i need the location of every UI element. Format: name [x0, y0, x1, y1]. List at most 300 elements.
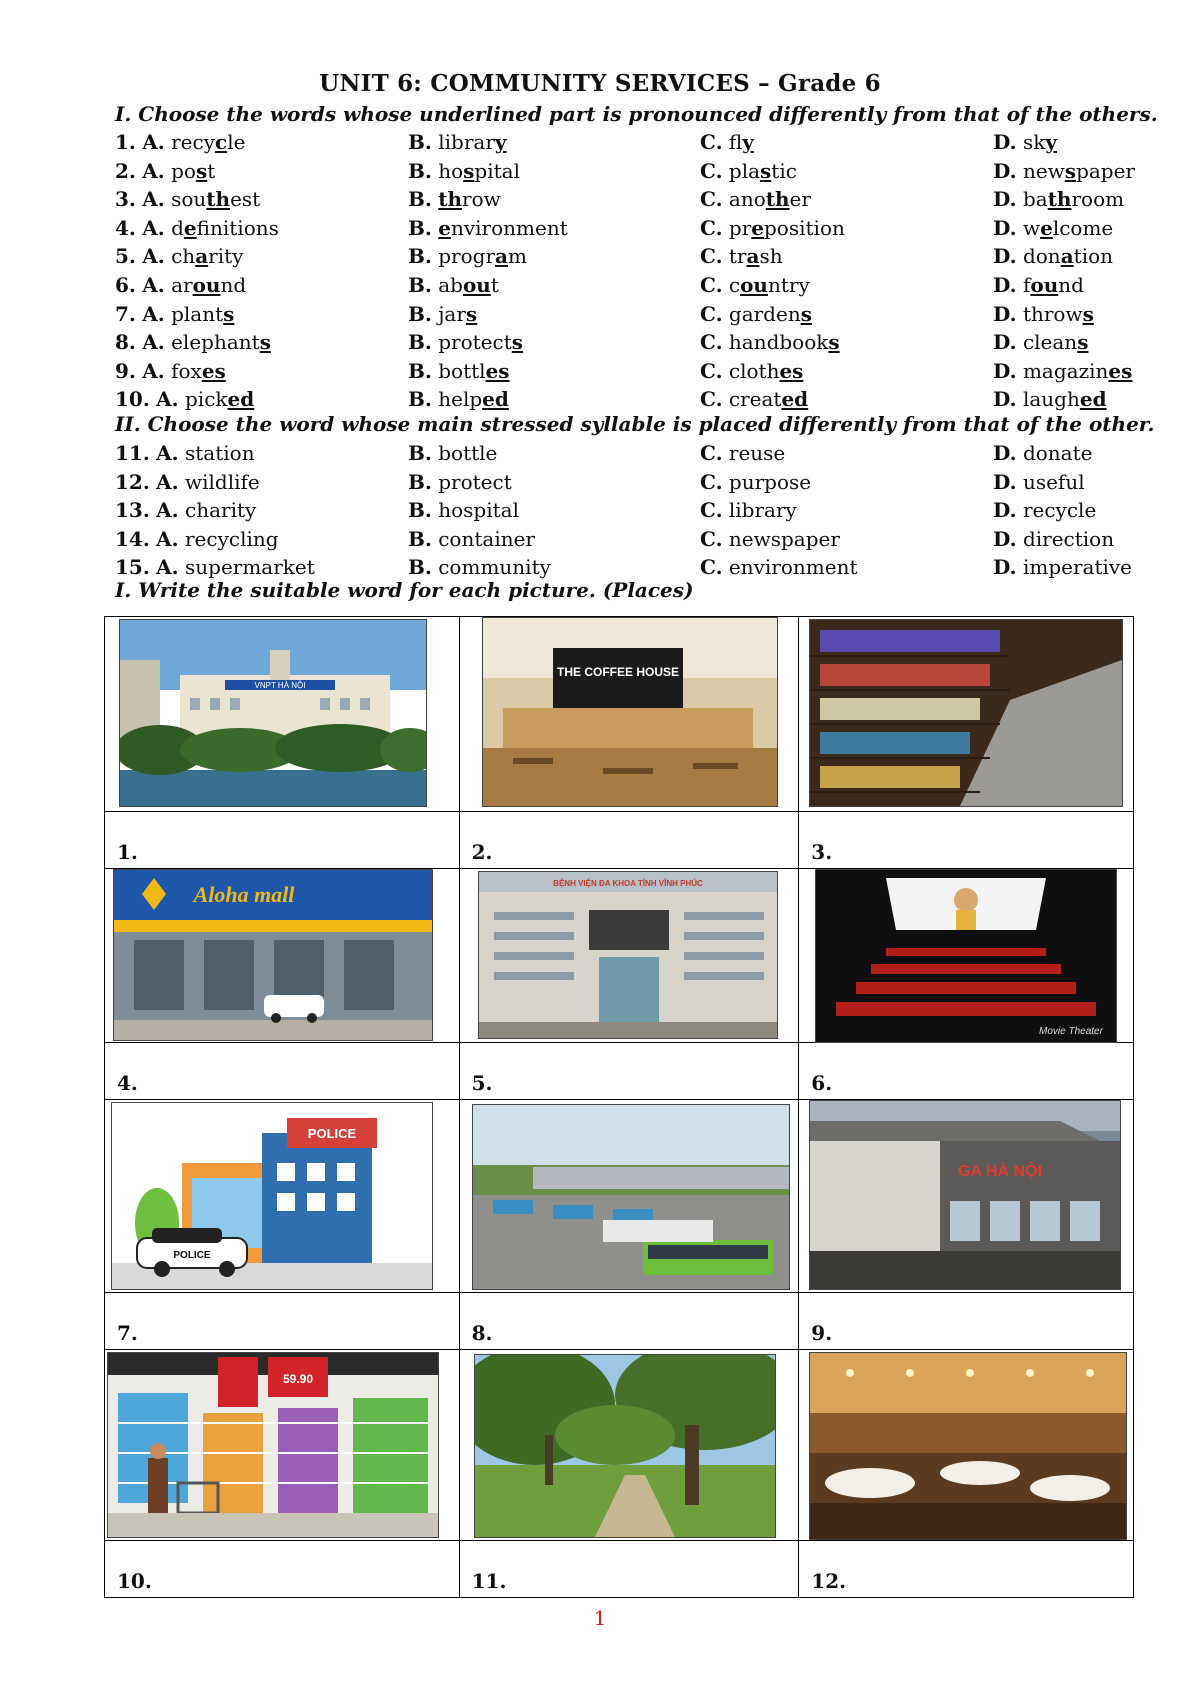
option-letter: C. — [700, 158, 723, 183]
option-word: recycling — [185, 526, 279, 551]
option-letter: A. — [142, 215, 165, 240]
option-letter: B. — [408, 244, 432, 269]
word-part: fl — [728, 130, 743, 154]
pronunciation-question-row — [0, 302, 1200, 330]
word-part: laugh — [1022, 387, 1080, 412]
word-part: pick — [185, 387, 228, 412]
option-letter: C. — [700, 358, 723, 383]
option-b[interactable] — [408, 330, 523, 354]
word-part: ba — [1022, 187, 1048, 212]
option-a[interactable] — [115, 470, 260, 494]
shopping-mall-picture — [113, 869, 433, 1041]
option-c[interactable] — [700, 302, 812, 326]
picture-cell-7 — [105, 1100, 460, 1293]
word-part: t — [490, 273, 499, 297]
option-d[interactable] — [993, 470, 1085, 494]
option-letter: C. — [700, 187, 723, 212]
picture-cell-9 — [799, 1100, 1134, 1293]
police-station-picture — [111, 1102, 433, 1290]
word-part: throw — [1022, 301, 1083, 326]
word-part: pla — [728, 158, 761, 183]
option-word: purpose — [728, 469, 812, 494]
word-part: tr — [728, 244, 747, 269]
page-title: UNIT 6: COMMUNITY SERVICES – Grade 6 — [319, 70, 881, 97]
option-word: station — [185, 441, 255, 465]
option-letter: A. — [142, 358, 165, 383]
word-part: ho — [438, 158, 464, 183]
option-letter: A. — [156, 555, 179, 580]
option-letter: D. — [993, 358, 1017, 383]
mall-sign-text: Aloha mall — [193, 882, 295, 907]
option-d[interactable] — [993, 498, 1096, 522]
option-c[interactable] — [700, 187, 811, 211]
option-a[interactable] — [115, 441, 255, 465]
word-part: plant — [171, 301, 224, 326]
option-word: community — [438, 555, 551, 580]
word-part: po — [171, 158, 196, 183]
option-a[interactable] — [115, 244, 243, 268]
option-letter: D. — [993, 469, 1017, 494]
option-d[interactable] — [993, 216, 1113, 240]
word-part: jar — [438, 301, 466, 326]
underlined-part: e — [1040, 215, 1053, 240]
option-d[interactable] — [993, 441, 1092, 465]
option-d[interactable] — [993, 359, 1132, 383]
picture-label-cell-1 — [105, 812, 460, 869]
question-number: 4. — [115, 215, 136, 240]
picture-label-cell-11 — [459, 1541, 799, 1598]
underlined-part: s — [800, 301, 812, 326]
option-letter: B. — [408, 130, 432, 154]
option-b[interactable] — [408, 527, 535, 551]
picture-label-cell-12 — [799, 1541, 1134, 1598]
pronunciation-question-row — [0, 187, 1200, 215]
option-c[interactable] — [700, 244, 783, 268]
option-word: reuse — [728, 441, 786, 465]
word-part: ano — [728, 187, 766, 212]
option-c[interactable] — [700, 216, 845, 240]
word-part: tic — [771, 158, 797, 183]
underlined-part: s — [259, 330, 271, 355]
picture-number-7: 7. — [117, 1321, 138, 1345]
word-part: nvironment — [450, 215, 568, 240]
word-part: ab — [438, 273, 463, 297]
option-letter: C. — [700, 441, 723, 465]
word-part: new — [1022, 158, 1065, 183]
picture-number-10: 10. — [117, 1569, 152, 1593]
option-d[interactable] — [993, 302, 1094, 326]
picture-number-11: 11. — [471, 1569, 507, 1593]
option-d[interactable] — [993, 555, 1132, 579]
word-part: le — [227, 130, 246, 154]
option-letter: D. — [993, 555, 1017, 580]
option-c[interactable] — [700, 470, 811, 494]
picture-number-5: 5. — [471, 1071, 493, 1095]
option-a[interactable] — [115, 498, 256, 522]
option-c[interactable] — [700, 359, 803, 383]
option-a[interactable] — [115, 359, 226, 383]
option-c[interactable] — [700, 330, 840, 354]
stress-question-row — [0, 527, 1200, 555]
park-picture — [474, 1354, 776, 1538]
option-letter: A. — [142, 130, 165, 154]
option-word: recycle — [1022, 498, 1097, 523]
question-number: 7. — [115, 301, 136, 326]
option-letter: C. — [700, 387, 723, 412]
word-part: pr — [728, 215, 752, 240]
picture-label-cell-8 — [459, 1293, 799, 1350]
option-letter: D. — [993, 244, 1017, 269]
option-letter: A. — [156, 387, 179, 412]
bus-station-picture — [472, 1104, 790, 1290]
word-part: d — [171, 215, 184, 240]
section-2-heading: II. Choose the word whose main stressed syllable is placed differently from that of the other. — [115, 412, 1155, 436]
option-letter: C. — [700, 555, 723, 580]
stress-question-row — [0, 441, 1200, 469]
option-letter: C. — [700, 215, 723, 240]
underlined-part: es — [201, 358, 226, 383]
option-b[interactable] — [408, 130, 507, 154]
word-part: ntry — [767, 273, 810, 297]
question-number: 15. — [115, 555, 150, 580]
word-part: paper — [1076, 158, 1135, 183]
word-part: progr — [438, 244, 496, 269]
option-word: charity — [185, 498, 257, 523]
word-part: er — [789, 187, 811, 212]
option-letter: D. — [993, 273, 1017, 297]
word-part: lcome — [1052, 215, 1114, 240]
picture-label-cell-9 — [799, 1293, 1134, 1350]
coffee-sign-text: THE COFFEE HOUSE — [556, 665, 679, 679]
word-part: tion — [1073, 244, 1114, 269]
option-a[interactable] — [115, 387, 254, 411]
post-office-picture — [119, 619, 427, 807]
word-part: nd — [220, 273, 247, 297]
question-number: 9. — [115, 358, 136, 383]
option-c[interactable] — [700, 527, 840, 551]
option-d[interactable] — [993, 387, 1107, 411]
underlined-part: s — [195, 158, 208, 183]
option-b[interactable] — [408, 555, 551, 579]
question-number: 6. — [115, 273, 136, 297]
picture-number-2: 2. — [471, 840, 493, 864]
police-car-text: POLICE — [173, 1250, 211, 1261]
option-letter: B. — [408, 358, 432, 383]
pronunciation-question-row — [0, 244, 1200, 272]
option-b[interactable] — [408, 387, 509, 411]
coffee-shop-picture — [482, 617, 778, 807]
underlined-part: a — [746, 244, 760, 269]
word-part: finitions — [196, 215, 279, 240]
underlined-part: s — [511, 330, 524, 355]
word-part: bottl — [438, 358, 486, 383]
cinema-sign-text: Movie Theater — [1039, 1026, 1104, 1037]
option-word: bottle — [438, 441, 498, 465]
underlined-part: y — [494, 130, 507, 154]
option-word: useful — [1022, 469, 1085, 494]
option-letter: D. — [993, 498, 1017, 523]
option-letter: A. — [156, 469, 179, 494]
underlined-part: s — [223, 301, 235, 326]
word-part: sk — [1022, 130, 1046, 154]
option-letter: B. — [408, 187, 432, 212]
word-part: garden — [728, 301, 801, 326]
train-station-picture — [809, 1100, 1121, 1290]
option-a[interactable] — [115, 527, 279, 551]
question-number: 13. — [115, 498, 150, 523]
option-letter: B. — [408, 469, 432, 494]
option-b[interactable] — [408, 498, 519, 522]
picture-cell-3 — [799, 617, 1134, 812]
post-office-sign-text: VNPT HÀ NỘI — [254, 681, 306, 690]
underlined-part: e — [183, 215, 197, 240]
question-number: 11. — [115, 441, 150, 465]
word-part: cloth — [728, 358, 780, 383]
pronunciation-question-row — [0, 159, 1200, 187]
option-letter: C. — [700, 301, 723, 326]
underlined-part: y — [1045, 130, 1057, 154]
option-a[interactable] — [115, 216, 279, 240]
picture-label-cell-7 — [105, 1293, 460, 1350]
question-number: 14. — [115, 526, 150, 551]
option-b[interactable] — [408, 359, 510, 383]
underlined-part: th — [1047, 187, 1072, 212]
underlined-part: ed — [482, 387, 509, 412]
option-letter: A. — [142, 244, 165, 269]
section-1-heading: I. Choose the words whose underlined part is pronounced differently from that of the others. — [115, 102, 1158, 126]
option-c[interactable] — [700, 441, 785, 465]
pronunciation-question-row — [0, 130, 1200, 158]
picture-label-cell-2 — [459, 812, 799, 869]
option-b[interactable] — [408, 244, 527, 268]
option-a[interactable] — [115, 159, 215, 183]
picture-cell-6 — [799, 869, 1134, 1043]
option-letter: D. — [993, 301, 1017, 326]
stress-question-row — [0, 470, 1200, 498]
picture-number-6: 6. — [811, 1071, 833, 1095]
option-c[interactable] — [700, 130, 754, 154]
pronunciation-question-row — [0, 273, 1200, 301]
option-a[interactable] — [115, 187, 260, 211]
option-b[interactable] — [408, 187, 501, 211]
underlined-part: a — [195, 244, 209, 269]
word-part: help — [438, 387, 483, 412]
option-word: donate — [1022, 441, 1093, 465]
underlined-part: ed — [1079, 387, 1107, 412]
underlined-part: c — [215, 130, 228, 154]
picture-cell-4 — [105, 869, 460, 1043]
option-word: container — [438, 526, 535, 551]
option-d[interactable] — [993, 187, 1124, 211]
word-part: c — [728, 273, 741, 297]
word-part: ar — [171, 273, 193, 297]
picture-cell-2 — [459, 617, 799, 812]
word-part: magazin — [1022, 358, 1109, 383]
word-part: creat — [728, 387, 782, 412]
underlined-part: e — [751, 215, 764, 240]
option-a[interactable] — [115, 273, 246, 297]
option-letter: D. — [993, 330, 1017, 355]
option-d[interactable] — [993, 273, 1084, 297]
option-letter: D. — [993, 187, 1017, 212]
underlined-part: s — [465, 301, 478, 326]
underlined-part: es — [485, 358, 510, 383]
option-letter: B. — [408, 498, 432, 523]
option-letter: D. — [993, 441, 1017, 465]
picture-number-8: 8. — [471, 1321, 493, 1345]
library-picture — [809, 619, 1123, 807]
option-c[interactable] — [700, 273, 810, 297]
picture-number-1: 1. — [117, 840, 138, 864]
underlined-part: es — [1108, 358, 1133, 383]
picture-cell-12 — [799, 1350, 1134, 1541]
option-d[interactable] — [993, 130, 1057, 154]
option-word: hospital — [438, 498, 519, 523]
picture-label-cell-10 — [105, 1541, 460, 1598]
option-d[interactable] — [993, 330, 1088, 354]
picture-number-12: 12. — [811, 1569, 847, 1593]
word-part: pital — [474, 158, 520, 183]
option-letter: C. — [700, 273, 723, 297]
picture-cell-5 — [459, 869, 799, 1043]
option-word: imperative — [1022, 555, 1133, 580]
option-word: wildlife — [185, 469, 260, 494]
word-part: handbook — [728, 330, 829, 355]
word-part: room — [1071, 187, 1125, 212]
option-b[interactable] — [408, 273, 499, 297]
option-c[interactable] — [700, 555, 858, 579]
word-part: row — [462, 187, 501, 212]
option-letter: D. — [993, 526, 1017, 551]
option-word: direction — [1022, 526, 1115, 551]
option-a[interactable] — [115, 555, 315, 579]
option-letter: A. — [156, 441, 179, 465]
option-letter: B. — [408, 301, 432, 326]
word-part: f — [1022, 273, 1031, 297]
hospital-sign-text: BỆNH VIỆN ĐA KHOA TỈNH VĨNH PHÚC — [552, 879, 703, 888]
page-number: 1 — [593, 1606, 607, 1630]
option-a[interactable] — [115, 130, 245, 154]
underlined-part: a — [1060, 244, 1074, 269]
option-letter: B. — [408, 158, 432, 183]
option-b[interactable] — [408, 470, 512, 494]
word-part: fox — [171, 358, 202, 383]
picture-number-4: 4. — [117, 1071, 138, 1095]
stress-question-row — [0, 498, 1200, 526]
word-part: est — [230, 187, 261, 212]
underlined-part: s — [828, 330, 840, 355]
restaurant-picture — [809, 1352, 1127, 1540]
question-number: 1. — [115, 130, 136, 154]
question-number: 8. — [115, 330, 136, 355]
word-part: m — [507, 244, 527, 269]
option-word: protect — [438, 469, 512, 494]
question-number: 12. — [115, 469, 150, 494]
underlined-part: ou — [740, 273, 768, 297]
option-letter: A. — [156, 498, 179, 523]
option-letter: C. — [700, 526, 723, 551]
underlined-part: s — [463, 158, 475, 183]
option-c[interactable] — [700, 498, 797, 522]
picture-cell-8 — [459, 1100, 799, 1293]
option-b[interactable] — [408, 159, 520, 183]
option-a[interactable] — [115, 302, 234, 326]
word-part: librar — [438, 130, 495, 154]
underlined-part: y — [742, 130, 754, 154]
picture-cell-11 — [459, 1350, 799, 1541]
pronunciation-question-row — [0, 359, 1200, 387]
option-word: newspaper — [728, 526, 840, 551]
option-c[interactable] — [700, 159, 797, 183]
underlined-part: s — [1077, 330, 1089, 355]
police-sign-text: POLICE — [307, 1126, 357, 1141]
option-letter: D. — [993, 215, 1017, 240]
word-part: w — [1022, 215, 1041, 240]
option-letter: B. — [408, 441, 432, 465]
option-b[interactable] — [408, 441, 497, 465]
option-letter: C. — [700, 498, 723, 523]
price-sign-text: 59.90 — [282, 1372, 314, 1386]
option-c[interactable] — [700, 387, 808, 411]
option-letter: B. — [408, 555, 432, 580]
option-letter: B. — [408, 273, 432, 297]
question-number: 2. — [115, 158, 136, 183]
option-letter: A. — [142, 330, 165, 355]
option-letter: C. — [700, 469, 723, 494]
word-part: rity — [208, 244, 244, 269]
option-d[interactable] — [993, 159, 1135, 183]
option-letter: B. — [408, 330, 432, 355]
option-letter: D. — [993, 158, 1017, 183]
question-number: 3. — [115, 187, 136, 212]
option-letter: D. — [993, 387, 1017, 412]
supermarket-picture — [107, 1352, 439, 1538]
question-number: 5. — [115, 244, 136, 269]
section-3-heading: I. Write the suitable word for each picture. (Places) — [115, 578, 694, 602]
option-letter: A. — [156, 526, 179, 551]
word-part: elephant — [171, 330, 260, 355]
underlined-part: th — [206, 187, 231, 212]
option-letter: B. — [408, 526, 432, 551]
option-letter: A. — [142, 158, 165, 183]
underlined-part: s — [1082, 301, 1094, 326]
word-part: ch — [171, 244, 196, 269]
underlined-part: s — [760, 158, 772, 183]
option-word: environment — [728, 555, 858, 580]
option-letter: B. — [408, 387, 432, 412]
picture-label-cell-4 — [105, 1043, 460, 1100]
word-part: don — [1022, 244, 1061, 269]
question-number: 10. — [115, 387, 150, 412]
word-part: sou — [171, 187, 207, 212]
underlined-part: ou — [462, 273, 491, 297]
picture-label-cell-3 — [799, 812, 1134, 869]
option-b[interactable] — [408, 302, 477, 326]
underlined-part: ed — [227, 387, 255, 412]
option-d[interactable] — [993, 244, 1113, 268]
option-letter: A. — [142, 273, 165, 297]
pronunciation-question-row — [0, 216, 1200, 244]
word-part: nd — [1058, 273, 1084, 297]
option-letter: A. — [142, 187, 165, 212]
word-part: t — [207, 158, 216, 183]
underlined-part: ou — [1030, 273, 1059, 297]
option-a[interactable] — [115, 330, 271, 354]
option-letter: A. — [142, 301, 165, 326]
option-letter: C. — [700, 244, 723, 269]
option-d[interactable] — [993, 527, 1114, 551]
option-b[interactable] — [408, 216, 568, 240]
